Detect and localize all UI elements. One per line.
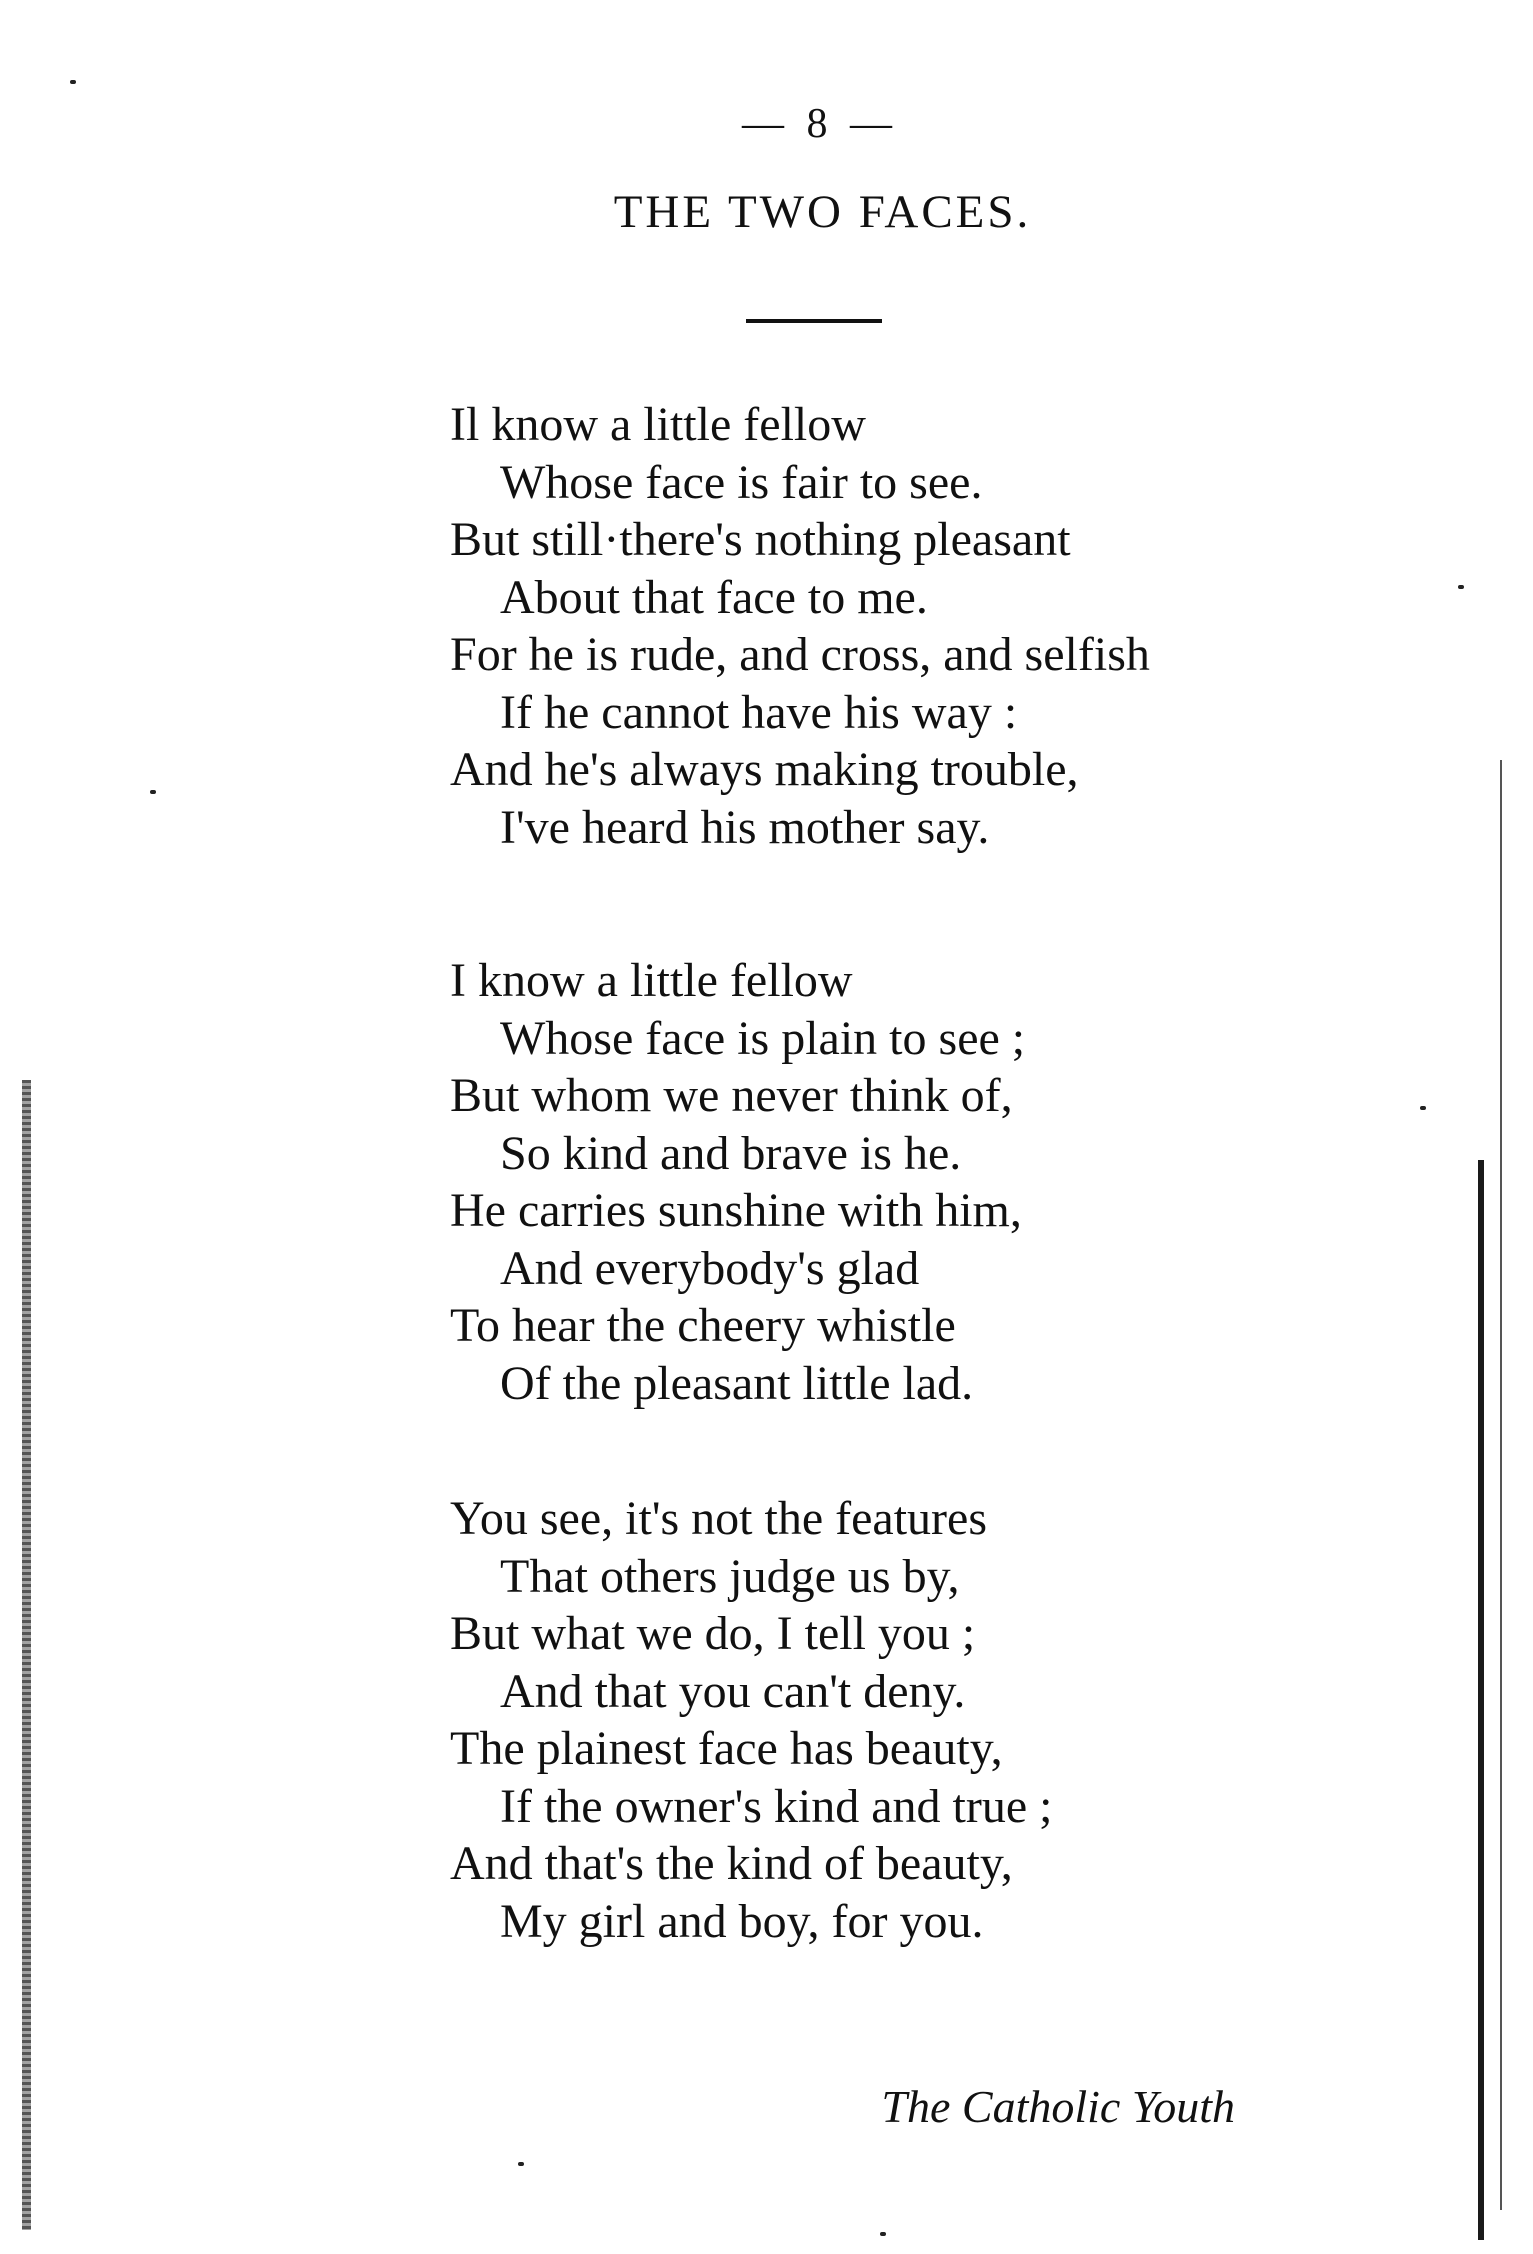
verse-line: Il know a little fellow: [450, 398, 866, 451]
stanza: [450, 1490, 1350, 1950]
scan-edge-left: [22, 1080, 31, 2230]
scan-speck: [150, 790, 156, 794]
verse-line: That others judge us by,: [500, 1549, 960, 1603]
scan-speck: [1420, 1106, 1426, 1110]
verse-line: For he is rude, and cross, and selfish: [450, 628, 1150, 681]
verse-line: He carries sunshine with him,: [450, 1184, 1022, 1237]
verse-line: If the owner's kind and true ;: [500, 1779, 1053, 1833]
attribution: The Catholic Youth: [881, 2081, 1235, 2132]
verse-line: And he's always making trouble,: [450, 743, 1079, 796]
verse-line: And that's the kind of beauty,: [450, 1837, 1013, 1890]
verse-line: About that face to me.: [500, 570, 928, 624]
poem-title: THE TWO FACES.: [613, 186, 1032, 238]
stanza: [450, 952, 1350, 1412]
scan-speck: [70, 80, 76, 84]
stanza: [450, 396, 1350, 856]
verse-line: You see, it's not the features: [450, 1492, 988, 1545]
scan-speck: [1458, 585, 1464, 589]
scan-edge-right-thin: [1500, 760, 1502, 2210]
scan-speck: [518, 2162, 524, 2166]
verse-line: Of the pleasant little lad.: [500, 1356, 974, 1410]
verse-line: I've heard his mother say.: [500, 800, 990, 854]
verse-line: My girl and boy, for you.: [500, 1894, 984, 1948]
title-divider: [746, 319, 882, 323]
verse-line: But whom we never think of,: [450, 1069, 1013, 1122]
verse-line: But still·there's nothing pleasant: [450, 513, 1071, 566]
verse-line: And everybody's glad: [500, 1241, 920, 1295]
scan-edge-right: [1478, 1160, 1484, 2240]
verse-line: If he cannot have his way :: [500, 685, 1018, 739]
verse-line: So kind and brave is he.: [500, 1126, 962, 1180]
verse-line: And that you can't deny.: [500, 1664, 966, 1718]
verse-line: I know a little fellow: [450, 954, 853, 1007]
verse-line: Whose face is plain to see ;: [500, 1011, 1026, 1065]
verse-line: Whose face is fair to see.: [500, 455, 983, 509]
verse-line: The plainest face has beauty,: [450, 1722, 1003, 1775]
verse-line: To hear the cheery whistle: [450, 1299, 956, 1352]
scan-speck: [880, 2232, 886, 2236]
page-number: — 8 —: [742, 101, 898, 147]
verse-line: But what we do, I tell you ;: [450, 1607, 976, 1660]
